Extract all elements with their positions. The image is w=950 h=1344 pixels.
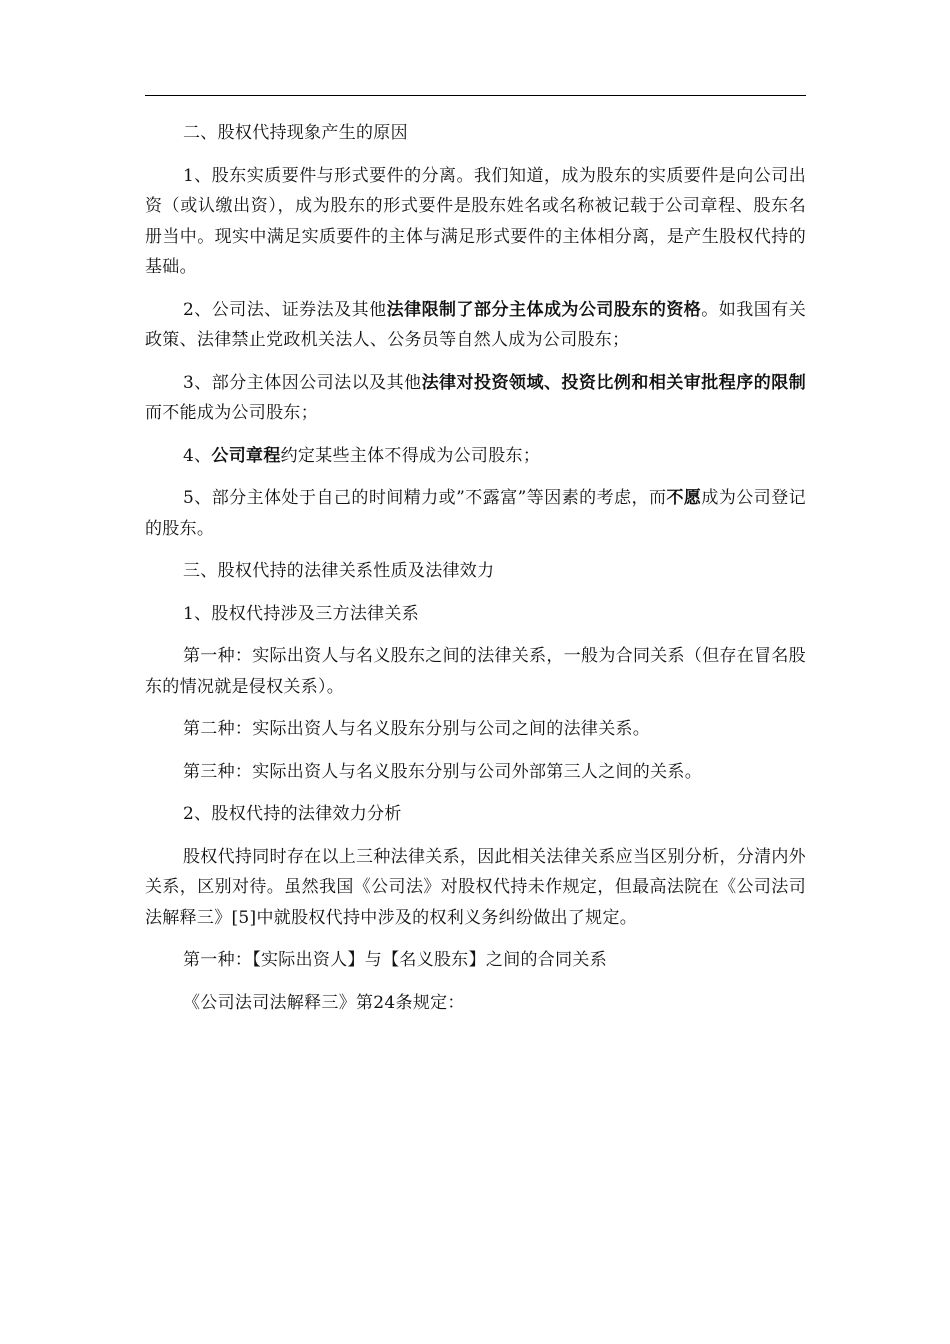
paragraph-reason-3: 3、部分主体因公司法以及其他法律对投资领域、投资比例和相关审批程序的限制而不能成为公司股东； — [145, 372, 807, 423]
paragraph-reason-4: 4、公司章程约定某些主体不得成为公司股东； — [183, 445, 541, 466]
section-heading-2: 二、股权代持现象产生的原因 — [183, 123, 408, 143]
subheading-legal-effect: 2、股权代持的法律效力分析 — [183, 804, 402, 824]
paragraph-reason-5: 5、部分主体处于自己的时间精力或”不露富”等因素的考虑，而不愿成为公司登记的股东。 — [145, 488, 806, 539]
paragraph-reason-1: 1、股东实质要件与形式要件的分离。我们知道，成为股东的实质要件是向公司出资（或认缴出资），成为股东的形式要件是股东姓名或名称被记载于公司章程、股东名册当中。现实中满足实质要件的主体与满足形式要件的主体相分离，是产生股权代持的基础。 — [145, 165, 806, 277]
paragraph-relation-2: 第二种：实际出资人与名义股东分别与公司之间的法律关系。 — [183, 719, 651, 739]
paragraph-contract-relation: 第一种：【实际出资人】与【名义股东】之间的合同关系 — [183, 950, 607, 970]
subheading-three-relations: 1、股权代持涉及三方法律关系 — [183, 603, 420, 624]
paragraph-relation-1: 第一种：实际出资人与名义股东之间的法律关系，一般为合同关系（但存在冒名股东的情况就是侵权关系）。 — [145, 646, 806, 697]
paragraph-relation-3: 第三种：实际出资人与名义股东分别与公司外部第三人之间的关系。 — [183, 761, 702, 782]
paragraph-analysis: 股权代持同时存在以上三种法律关系，因此相关法律关系应当区别分析，分清内外关系，区别对待。虽然我国《公司法》对股权代持未作规定，但最高法院在《公司法司法解释三》[5]中就股权代持中涉及的权利义务纠纷做出了规定。 — [145, 846, 806, 928]
paragraph-reason-2: 2、公司法、证券法及其他法律限制了部分主体成为公司股东的资格。如我国有关政策、法律禁止党政机关法人、公务员等自然人成为公司股东； — [145, 299, 806, 350]
document-body — [145, 118, 806, 1030]
paragraph-article-24: 《公司法司法解释三》第24条规定： — [183, 992, 465, 1013]
section-heading-3: 三、股权代持的法律关系性质及法律效力 — [183, 561, 495, 581]
header-rule — [145, 95, 806, 96]
